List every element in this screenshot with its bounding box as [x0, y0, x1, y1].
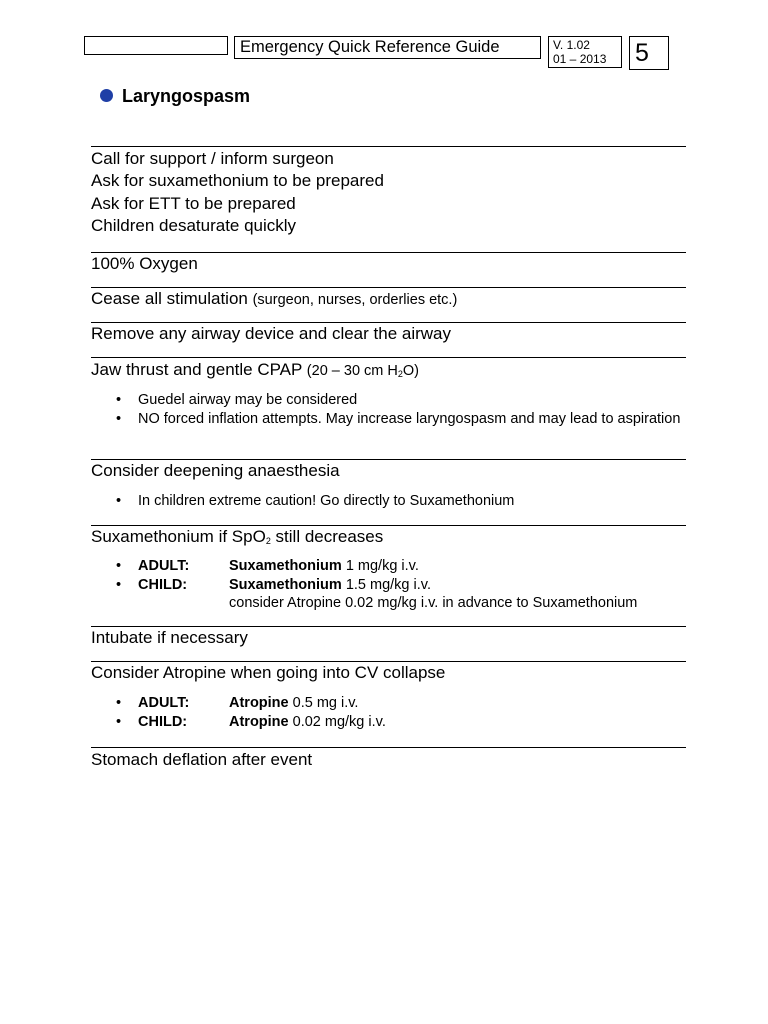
list-item: • NO forced inflation attempts. May increase laryngospasm and may lead to aspiration	[116, 410, 681, 427]
support-line: Call for support / inform surgeon	[91, 149, 334, 168]
bullet-dot-icon	[100, 89, 113, 102]
adult-dose-row: • ADULT: Atropine 0.5 mg i.v.	[116, 695, 359, 711]
atropine-doses	[116, 694, 386, 731]
support-line: Ask for ETT to be prepared	[91, 193, 296, 213]
divider	[91, 626, 686, 627]
deepening-bullets	[116, 492, 514, 511]
support-section	[91, 148, 384, 237]
divider	[91, 357, 686, 358]
suxamethonium-doses	[116, 557, 637, 613]
page-title	[100, 86, 250, 107]
list-item: • In children extreme caution! Go directly to Suxamethonium	[116, 493, 515, 509]
divider	[91, 287, 686, 288]
version-date: 01 – 2013	[553, 52, 607, 66]
divider	[91, 252, 686, 253]
adult-dose-row: • ADULT: Suxamethonium 1 mg/kg i.v.	[116, 558, 419, 574]
child-dose-row: • CHILD: Atropine 0.02 mg/kg i.v.	[116, 713, 386, 730]
child-atropine-note: consider Atropine 0.02 mg/kg i.v. in advance to Suxamethonium	[229, 595, 638, 611]
support-line: Ask for suxamethonium to be prepared	[91, 171, 384, 191]
divider	[91, 661, 686, 662]
page-number: 5	[629, 36, 669, 70]
list-item: • Guedel airway may be considered	[116, 392, 358, 408]
stimulation-text: Cease all stimulation	[91, 289, 248, 308]
intubate-step: Intubate if necessary	[91, 628, 248, 647]
support-line: Children desaturate quickly	[91, 215, 297, 235]
stimulation-note: (surgeon, nurses, orderlies etc.)	[252, 292, 458, 308]
airway-step: Remove any airway device and clear the airway	[91, 324, 452, 343]
jaw-thrust-step	[91, 360, 419, 381]
divider	[91, 459, 686, 460]
oxygen-step: 100% Oxygen	[91, 254, 198, 273]
deepening-step: Consider deepening anaesthesia	[91, 461, 340, 480]
stomach-step: Stomach deflation after event	[91, 750, 313, 769]
header-blank-box	[84, 36, 228, 55]
divider	[91, 322, 686, 323]
stimulation-step	[91, 289, 457, 310]
cpap-pressure-note: (20 – 30 cm $H_2O$)	[306, 363, 419, 379]
divider	[91, 747, 686, 748]
divider	[91, 146, 686, 147]
atropine-step: Consider Atropine when going into CV collapse	[91, 663, 446, 682]
divider	[91, 525, 686, 526]
version-label: V. 1.02	[553, 38, 590, 52]
version-box	[548, 36, 622, 68]
jaw-thrust-text: Jaw thrust and gentle CPAP	[91, 360, 303, 379]
guide-title: Emergency Quick Reference Guide	[234, 36, 541, 59]
suxamethonium-step: Suxamethonium if SpO$_2$ still decreases	[91, 527, 384, 546]
page-title-text: Laryngospasm	[122, 86, 251, 106]
child-dose-row: • CHILD: Suxamethonium 1.5 mg/kg i.v.	[116, 576, 431, 593]
jaw-thrust-bullets	[116, 391, 680, 428]
